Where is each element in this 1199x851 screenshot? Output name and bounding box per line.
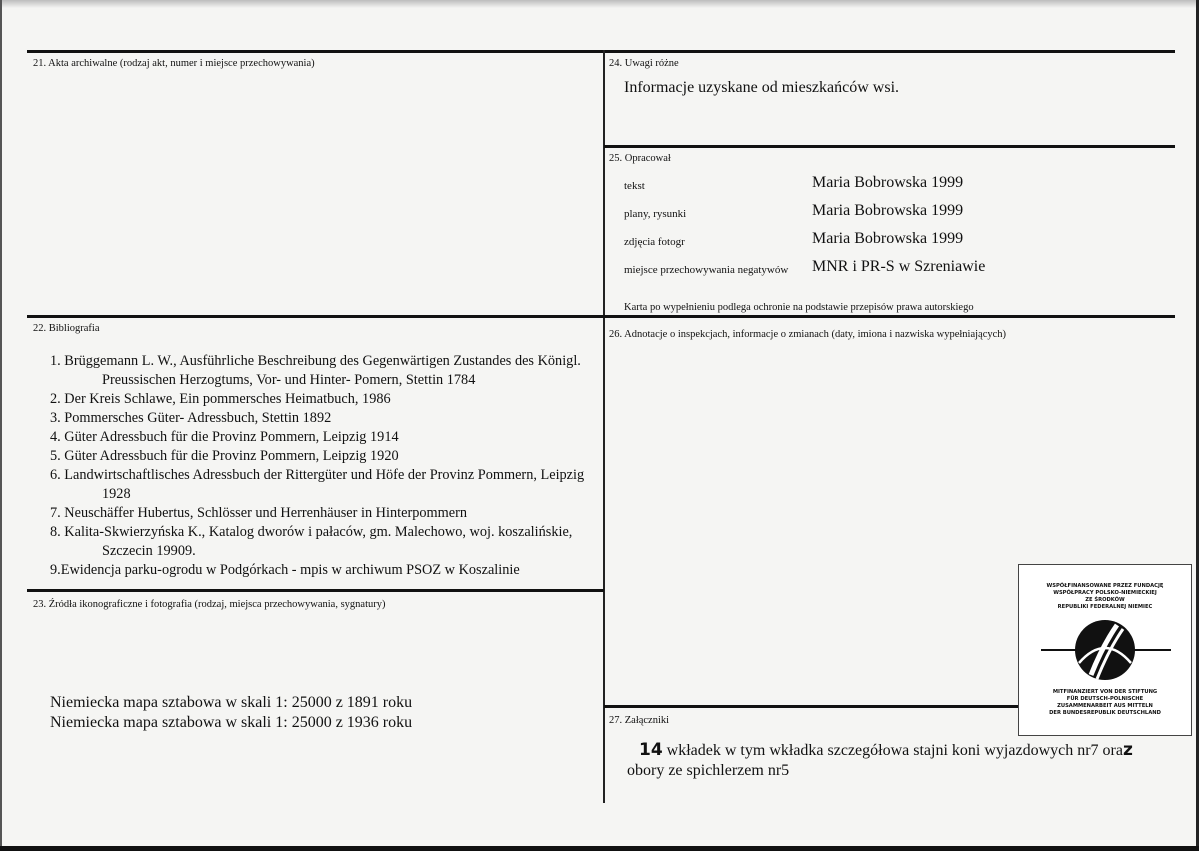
scan-top-edge [0, 0, 1199, 8]
author-row-value: Maria Bobrowska 1999 [812, 202, 964, 219]
author-row-key: miejsce przechowywania negatywów [624, 264, 789, 276]
bibliography-item: 9.Ewidencja parku-ogrodu w Podgórkach - mpis w archiwum PSOZ w Koszalinie [50, 562, 520, 578]
bibliography-item: 1. Brüggemann L. W., Ausführliche Beschreibung des Gegenwärtigen Zustandes des Königl. Preussischen Herzogtums, Vor- und Hinter- Pomern, Stettin 1784 [50, 353, 581, 388]
bibliography-item: 3. Pommersches Güter- Adressbuch, Stettin 1892 [50, 410, 332, 426]
stamp-line: REPUBLIKI FEDERALNEJ NIEMIEC [1057, 604, 1153, 610]
author-row-value: Maria Bobrowska 1999 [812, 230, 964, 247]
divider-25 [604, 145, 1175, 148]
handwritten-letter: z [1122, 740, 1133, 760]
stamp-line: DER BUNDESREPUBLIK DEUTSCHLAND [1049, 710, 1161, 716]
bibliography-list [50, 352, 600, 580]
attachments-line-2: obory ze spichlerzem nr5 [627, 762, 790, 779]
funding-stamp [1018, 564, 1192, 736]
section-25-label: 25. Opracował [609, 153, 671, 164]
section-26-label: 26. Adnotacje o inspekcjach, informacje o zmianach (daty, imiona i nazwiska wypełniających) [609, 329, 1007, 340]
iconography-line: Niemiecka mapa sztabowa w skali 1: 25000 z 1891 roku [50, 694, 413, 711]
copyright-note: Karta po wypełnieniu podlega ochronie na podstawie przepisów prawa autorskiego [624, 302, 974, 313]
section-24-text: Informacje uzyskane od mieszkańców wsi. [624, 79, 900, 96]
stamp-line: ZE ŚRODKÓW [1085, 597, 1125, 603]
author-row-key: plany, rysunki [624, 208, 687, 220]
author-row-value: MNR i PR-S w Szreniawie [812, 258, 986, 275]
divider-22-26 [27, 315, 1175, 318]
bibliography-item: 4. Güter Adressbuch für die Provinz Pommern, Leipzig 1914 [50, 429, 399, 445]
section-22-label: 22. Bibliografia [33, 323, 100, 334]
divider-top [27, 50, 1175, 53]
stamp-line: MITFINANZIERT VON DER STIFTUNG [1052, 689, 1158, 695]
bibliography-item: 5. Güter Adressbuch für die Provinz Pommern, Leipzig 1920 [50, 448, 399, 464]
section-23-label: 23. Źródła ikonograficzne i fotografia (rodzaj, miejsca przechowywania, sygnatury) [33, 599, 386, 610]
divider-23 [27, 589, 604, 592]
bibliography-item: 6. Landwirtschaftlisches Adressbuch der Rittergüter und Höfe der Provinz Pommern, Leipzig 1928 [50, 467, 585, 502]
bibliography-item: 7. Neuschäffer Hubertus, Schlösser und Herrenhäuser in Hinterpommern [50, 505, 468, 521]
bibliography-item: 8. Kalita-Skwierzyńska K., Katalog dworów i pałaców, gm. Malechowo, woj. koszalińskie, Szczecin 19909. [50, 524, 573, 559]
stamp-line: WSPÓŁFINANSOWANE PRZEZ FUNDACJĘ [1046, 583, 1164, 589]
scan-bottom-edge [0, 846, 1199, 851]
handwritten-count: 14 [639, 740, 663, 760]
attachments-line-1 [627, 740, 1167, 761]
stamp-text-german [1019, 689, 1191, 717]
scan-left-edge [0, 0, 2, 851]
attachments-line-1-text: wkładek w tym wkładka szczegółowa stajni koni wyjazdowych nr7 ora [662, 742, 1123, 759]
section-21-label: 21. Akta archiwalne (rodzaj akt, numer i miejsce przechowywania) [33, 58, 315, 69]
stamp-line: WSPÓŁPRACY POLSKO-NIEMIECKIEJ [1053, 590, 1157, 596]
iconography-line: Niemiecka mapa sztabowa w skali 1: 25000 z 1936 roku [50, 714, 413, 731]
divider-center [603, 50, 605, 803]
stamp-line: FÜR DEUTSCH-POLNISCHE [1066, 696, 1144, 702]
stamp-line: ZUSAMMENARBEIT AUS MITTELN [1057, 703, 1153, 709]
attachments-text [627, 740, 1167, 781]
author-row-key: zdjęcia fotogr [624, 236, 685, 248]
author-row-value: Maria Bobrowska 1999 [812, 174, 964, 191]
bibliography-item: 2. Der Kreis Schlawe, Ein pommersches Heimatbuch, 1986 [50, 391, 391, 407]
author-row-key: tekst [624, 180, 645, 192]
section-27-label: 27. Załączniki [609, 715, 670, 726]
section-24-label: 24. Uwagi różne [609, 58, 679, 69]
